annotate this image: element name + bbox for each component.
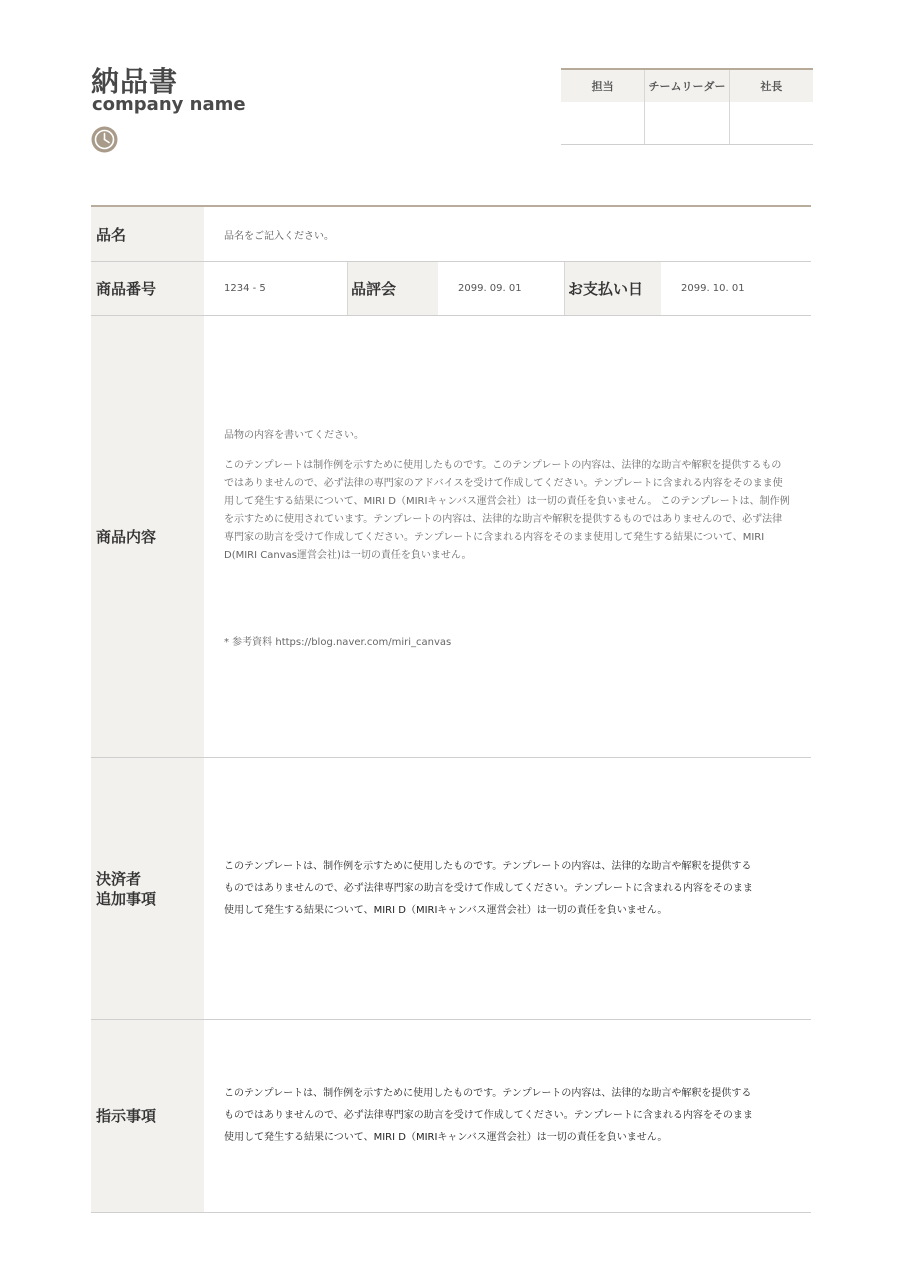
approval-sign-box-team-leader[interactable] [645, 102, 728, 144]
product-content-block [224, 316, 811, 648]
payer-notes-row [91, 758, 811, 1020]
company-name: company name [92, 94, 246, 115]
delivery-details-table [91, 205, 811, 1213]
product-content-value[interactable] [204, 316, 811, 757]
product-content-label: 商品内容 [91, 316, 204, 757]
product-name-label: 品名 [91, 207, 204, 261]
approval-sign-box-president[interactable] [730, 102, 813, 144]
approval-sign-box-staff[interactable] [561, 102, 644, 144]
product-content-lead: 品物の内容を書いてください。 [224, 430, 364, 441]
payment-date-label: お支払い日 [564, 262, 661, 315]
instruction-value[interactable] [204, 1020, 811, 1212]
product-content-body: このテンプレートは制作例を示すために使用したものです。このテンプレートの内容は、法律的な助言や解釈を提供するものではありませんので、必ず法律の専門家のアドバイスを受けて作成してください。テンプレートに含まれる内容をそのまま使用して発生する結果について、MIRI D（MIRIキャンバス運営会社）は一切の責任を負いません。 このテンプレートは、制作例を示すために使用されています。テンプレートの内容は、法律的な助言や解釈を提供するものではありませんので、必ず法律専門家の助言を受けて作成してください。テンプレートに含まれる内容をそのまま使用して発生する結果について、MIRI D(MIRI Canvas運営会社)は一切の責任を負いません。 [224, 460, 790, 561]
product-name-value[interactable]: 品名をご記入ください。 [224, 230, 334, 242]
product-number-value[interactable]: 1234 - 5 [224, 283, 266, 294]
product-number-row [91, 262, 811, 316]
payer-notes-label-line1: 決済者 [96, 869, 142, 888]
reference-link: * 参考資料 https://blog.naver.com/miri_canvas [224, 637, 452, 648]
payer-notes-text: このテンプレートは、制作例を示すために使用したものです。テンプレートの内容は、法律的な助言や解釈を提供するものではありませんので、必ず法律専門家の助言を受けて作成してください。テンプレートに含まれる内容をそのまま使用して発生する結果について、MIRI D（MIRIキャンバス運営会社）は一切の責任を負いません。 [224, 860, 753, 916]
payment-date-value[interactable]: 2099. 10. 01 [681, 283, 745, 294]
approval-header-team-leader: チームリーダー [645, 70, 728, 102]
approval-column-president [729, 70, 813, 144]
instruction-text: このテンプレートは、制作例を示すために使用したものです。テンプレートの内容は、法律的な助言や解釈を提供するものではありませんので、必ず法律専門家の助言を受けて作成してください。テンプレートに含まれる内容をそのまま使用して発生する結果について、MIRI D（MIRIキャンバス運営会社）は一切の責任を負いません。 [224, 1088, 753, 1143]
payer-notes-label-block [96, 869, 156, 909]
approval-column-team-leader [644, 70, 728, 144]
payer-notes-label-line2: 追加事項 [96, 889, 157, 908]
payer-notes-label [91, 758, 204, 1019]
instruction-label: 指示事項 [91, 1020, 204, 1212]
instruction-row [91, 1020, 811, 1213]
approval-column-staff [561, 70, 644, 144]
approval-stamp-table [561, 68, 813, 145]
clock-icon [91, 126, 118, 153]
product-number-label: 商品番号 [91, 262, 204, 315]
approval-header-staff: 担当 [561, 70, 644, 102]
product-content-row [91, 316, 811, 758]
payer-notes-value[interactable] [204, 758, 811, 1019]
approval-header-president: 社長 [730, 70, 813, 102]
product-name-row [91, 207, 811, 262]
document-title: 納品書 [91, 65, 179, 98]
review-label: 品評会 [347, 262, 438, 315]
review-date-value[interactable]: 2099. 09. 01 [458, 283, 522, 294]
